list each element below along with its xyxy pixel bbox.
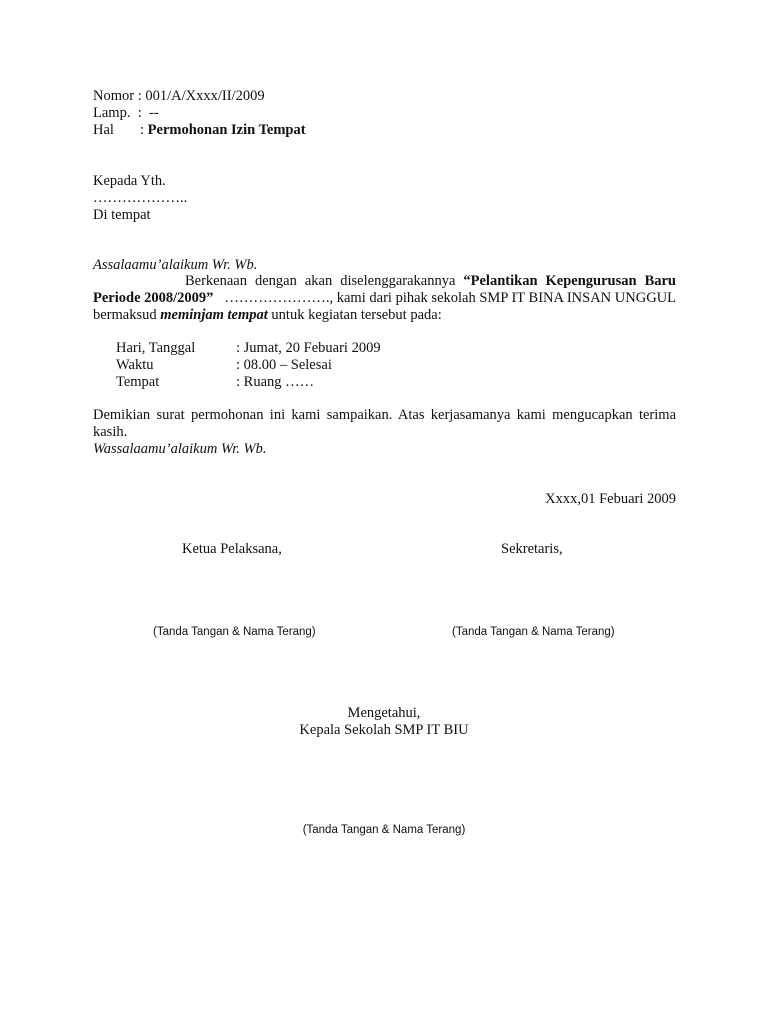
detail-row: [116, 340, 381, 357]
detail-row: [116, 357, 332, 374]
closing-paragraph: Demikian surat permohonan ini kami sampaikan. Atas kerjasamanya kami mengucapkan terima kasih.: [93, 407, 676, 440]
closing-greeting: Wassalaamu’alaikum Wr. Wb.: [93, 441, 267, 457]
nomor-line: [93, 88, 265, 105]
detail-value: : 08.00 – Selesai: [236, 357, 332, 373]
detail-value: : Jumat, 20 Febuari 2009: [236, 340, 381, 356]
kepala-signature: (Tanda Tangan & Nama Terang): [302, 824, 466, 836]
sekretaris-signature: (Tanda Tangan & Nama Terang): [452, 626, 615, 638]
detail-value: : Ruang ……: [236, 374, 315, 390]
detail-row: [116, 374, 314, 391]
hal-line: [93, 122, 306, 139]
paragraph-prefix: Berkenaan dengan akan diselenggarakannya: [185, 273, 464, 289]
recipient-di-tempat: Di tempat: [93, 207, 151, 223]
lamp-value: --: [148, 105, 159, 121]
nomor-label: Nomor: [93, 88, 135, 104]
date-line: Xxxx,01 Febuari 2009: [545, 491, 676, 507]
ketua-title: Ketua Pelaksana,: [182, 541, 282, 557]
detail-label: Waktu: [116, 357, 154, 373]
recipient-dots: ………………..: [93, 190, 188, 206]
lamp-label: Lamp.: [93, 105, 131, 121]
nomor-value: 001/A/Xxxx/II/2009: [145, 88, 265, 104]
main-paragraph: [93, 273, 680, 324]
paragraph-suffix: untuk kegiatan tersebut pada:: [267, 307, 442, 323]
hal-value: Permohonan Izin Tempat: [147, 122, 306, 138]
hal-separator: :: [140, 122, 148, 138]
opening-greeting: Assalaamu’alaikum Wr. Wb.: [93, 257, 258, 273]
hal-label: Hal: [93, 122, 114, 138]
borrow-place-emphasis: meminjam tempat: [160, 307, 268, 323]
nomor-separator: :: [134, 88, 146, 104]
sekretaris-title: Sekretaris,: [501, 541, 563, 557]
detail-label: Hari, Tanggal: [116, 340, 196, 356]
event-name: “Pelantikan Kepengurusan Baru Periode 2008/2009”: [93, 273, 676, 306]
paragraph-middle: …………………., kami dari pihak sekolah SMP IT BINA INSAN UNGGUL bermaksud: [93, 290, 680, 323]
ketua-signature: (Tanda Tangan & Nama Terang): [153, 626, 316, 638]
lamp-line: [93, 105, 159, 122]
lamp-separator: :: [130, 105, 149, 121]
detail-label: Tempat: [116, 374, 160, 390]
kepala-title: Kepala Sekolah SMP IT BIU: [299, 722, 469, 738]
recipient-kepada: Kepada Yth.: [93, 173, 166, 189]
mengetahui: Mengetahui,: [347, 705, 421, 721]
